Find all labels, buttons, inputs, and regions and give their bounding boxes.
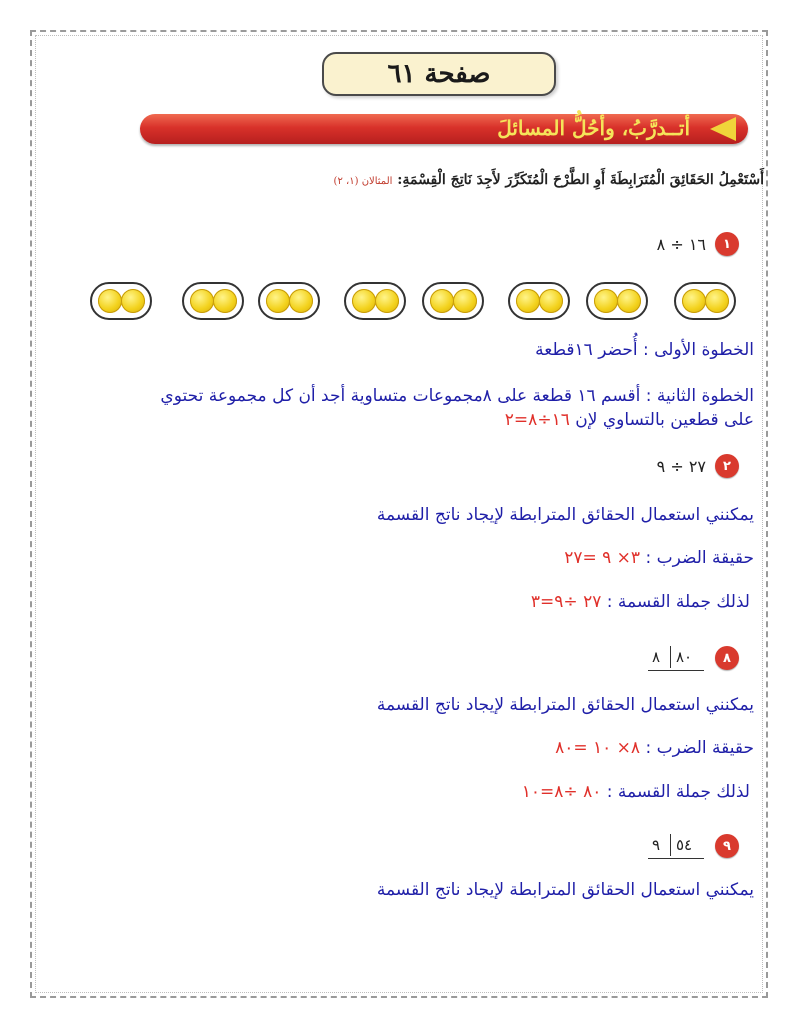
coin-icon [617, 289, 641, 313]
q2-fact [564, 548, 754, 568]
coin-groups [90, 282, 750, 322]
coin-icon [375, 289, 399, 313]
q2-sentence [531, 592, 750, 612]
q4-dividend: ٥٤ [676, 836, 693, 854]
coin-icon [213, 289, 237, 313]
q4-line1: يمكنني استعمال الحقائق المترابطة لإيجاد ناتج القسمة [376, 880, 754, 900]
q3-long-division [652, 646, 702, 672]
q3-fact-value: ٨× ١٠ =٨٠ [555, 738, 641, 758]
section-banner [140, 114, 748, 144]
q1-step2-line2 [505, 410, 754, 430]
instruction-text [60, 172, 764, 188]
banner-arrow-icon [710, 117, 736, 141]
coin-icon [190, 289, 214, 313]
coin-pill [182, 282, 244, 320]
coin-icon [682, 289, 706, 313]
coin-icon [705, 289, 729, 313]
q4-division-bar [670, 834, 671, 856]
q4-divisor: ٩ [652, 836, 661, 854]
coin-icon [121, 289, 145, 313]
coin-icon [594, 289, 618, 313]
coin-pill [344, 282, 406, 320]
coin-icon [98, 289, 122, 313]
coin-pill [258, 282, 320, 320]
q4-division-underline [648, 858, 704, 859]
page-title-box [322, 52, 556, 96]
q3-fact [555, 738, 754, 758]
q2-fact-value: ٣× ٩ =٢٧ [564, 548, 641, 568]
q2-expression: ٢٧ ÷ ٩ [656, 457, 706, 476]
q1-step2-line2-prefix: على قطعين بالتساوي لإن [575, 410, 754, 430]
q2-sentence-label: لذلك جملة القسمة : [606, 592, 750, 612]
coin-icon [539, 289, 563, 313]
coin-pill [422, 282, 484, 320]
question-number-3: ٨ [715, 646, 739, 670]
coin-pill [586, 282, 648, 320]
q2-line1: يمكنني استعمال الحقائق المترابطة لإيجاد ناتج القسمة [376, 505, 754, 525]
q1-expression: ١٦ ÷ ٨ [656, 235, 706, 254]
q1-step2-line2-equation: ١٦÷٨=٢ [504, 410, 570, 430]
coin-icon [266, 289, 290, 313]
instruction-ref: المثالان (١، ٢) [333, 176, 393, 187]
question-number-4: ٩ [715, 834, 739, 858]
question-number-1: ١ [715, 232, 739, 256]
q2-fact-label: حقيقة الضرب : [645, 548, 754, 568]
q3-divisor: ٨ [652, 648, 661, 666]
coin-icon [352, 289, 376, 313]
q3-sentence-value: ٨٠ ÷٨=١٠ [521, 782, 602, 802]
coin-pill [674, 282, 736, 320]
coin-pill [508, 282, 570, 320]
coin-icon [289, 289, 313, 313]
coin-icon [430, 289, 454, 313]
instruction-main: أَسْتَعْمِلُ الحَقَائِقَ الْمُتَرَابِطَةَ أَوِ الطَّرْحَ الْمُتَكَرِّرَ لأَجِدَ نَاتِجَ الْقِسْمَةِ: [397, 172, 764, 188]
q3-dividend: ٨٠ [676, 648, 693, 666]
q1-step1: الخطوة الأولى : أُحضر ١٦قطعة [535, 340, 754, 360]
coin-pill [90, 282, 152, 320]
banner-label: أتــدرَّبُ، وأحُلُّ المسائلَ [497, 116, 690, 140]
q1-step2-line1: الخطوة الثانية : أقسم ١٦ قطعة على ٨مجموعات متساوية أجد أن كل مجموعة تحتوي [160, 386, 754, 406]
question-number-2: ٢ [715, 454, 739, 478]
q2-sentence-value: ٢٧ ÷٩=٣ [530, 592, 602, 612]
q3-sentence-label: لذلك جملة القسمة : [606, 782, 750, 802]
q3-division-underline [648, 670, 704, 671]
q3-line1: يمكنني استعمال الحقائق المترابطة لإيجاد ناتج القسمة [376, 695, 754, 715]
q3-fact-label: حقيقة الضرب : [645, 738, 754, 758]
page-title: صفحة ٦١ [387, 59, 491, 89]
q3-division-bar [670, 646, 671, 668]
q3-sentence [522, 782, 750, 802]
coin-icon [516, 289, 540, 313]
coin-icon [453, 289, 477, 313]
q4-long-division [652, 834, 702, 860]
